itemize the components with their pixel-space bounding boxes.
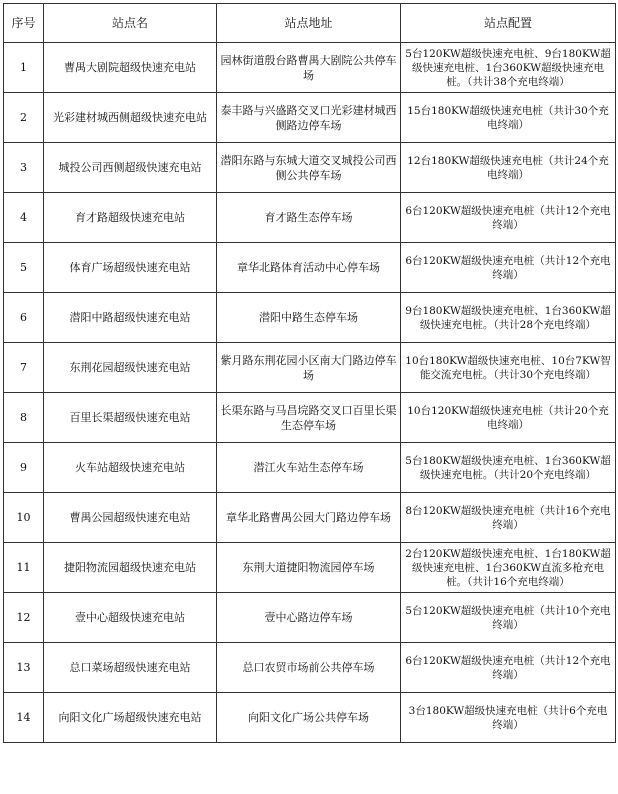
table-header-row xyxy=(4,4,616,43)
cell-station-config: 5台120KW超级快速充电桩（共计10个充电终端） xyxy=(401,593,616,643)
charging-station-table xyxy=(3,3,616,743)
cell-station-name: 曹禺大剧院超级快速充电站 xyxy=(44,43,217,93)
cell-station-config: 10台180KW超级快速充电桩、10台7KW智能交流充电桩。（共计30个充电终端） xyxy=(401,343,616,393)
cell-station-config: 3台180KW超级快速充电桩（共计6个充电终端） xyxy=(401,693,616,743)
cell-station-name: 向阳文化广场超级快速充电站 xyxy=(44,693,217,743)
table-row xyxy=(4,343,616,393)
cell-station-config: 2台120KW超级快速充电桩、1台180KW超级快速充电桩、1台360KW直流多枪充电桩。（共计16个充电终端） xyxy=(401,543,616,593)
cell-station-address: 章华北路曹禺公园大门路边停车场 xyxy=(217,493,401,543)
table-row xyxy=(4,193,616,243)
cell-serial-number: 12 xyxy=(4,593,44,643)
cell-station-address: 总口农贸市场前公共停车场 xyxy=(217,643,401,693)
table-row xyxy=(4,43,616,93)
cell-serial-number: 8 xyxy=(4,393,44,443)
cell-station-address: 育才路生态停车场 xyxy=(217,193,401,243)
cell-station-address: 向阳文化广场公共停车场 xyxy=(217,693,401,743)
cell-station-address: 泰丰路与兴盛路交叉口光彩建材城西侧路边停车场 xyxy=(217,93,401,143)
cell-serial-number: 5 xyxy=(4,243,44,293)
cell-serial-number: 10 xyxy=(4,493,44,543)
cell-station-name: 捷阳物流园超级快速充电站 xyxy=(44,543,217,593)
table-row xyxy=(4,93,616,143)
cell-station-name: 火车站超级快速充电站 xyxy=(44,443,217,493)
cell-station-name: 潜阳中路超级快速充电站 xyxy=(44,293,217,343)
cell-station-config: 5台180KW超级快速充电桩、1台360KW超级快速充电桩。（共计20个充电终端） xyxy=(401,443,616,493)
cell-serial-number: 7 xyxy=(4,343,44,393)
charging-station-table-sheet xyxy=(3,3,616,743)
table-row xyxy=(4,693,616,743)
cell-station-name: 壹中心超级快速充电站 xyxy=(44,593,217,643)
cell-station-config: 12台180KW超级快速充电桩（共计24个充电终端） xyxy=(401,143,616,193)
cell-station-address: 章华北路体育活动中心停车场 xyxy=(217,243,401,293)
cell-station-address: 长渠东路与马昌垸路交叉口百里长渠生态停车场 xyxy=(217,393,401,443)
cell-serial-number: 3 xyxy=(4,143,44,193)
cell-station-address: 潜阳中路生态停车场 xyxy=(217,293,401,343)
cell-station-name: 百里长渠超级快速充电站 xyxy=(44,393,217,443)
cell-station-config: 6台120KW超级快速充电桩（共计12个充电终端） xyxy=(401,243,616,293)
cell-station-address: 壹中心路边停车场 xyxy=(217,593,401,643)
cell-station-config: 6台120KW超级快速充电桩（共计12个充电终端） xyxy=(401,643,616,693)
table-row xyxy=(4,143,616,193)
table-row xyxy=(4,593,616,643)
cell-station-name: 总口菜场超级快速充电站 xyxy=(44,643,217,693)
cell-station-name: 育才路超级快速充电站 xyxy=(44,193,217,243)
table-row xyxy=(4,243,616,293)
cell-serial-number: 1 xyxy=(4,43,44,93)
header-station-name: 站点名 xyxy=(44,4,217,43)
cell-station-config: 15台180KW超级快速充电桩（共计30个充电终端） xyxy=(401,93,616,143)
header-station-config: 站点配置 xyxy=(401,4,616,43)
cell-serial-number: 13 xyxy=(4,643,44,693)
cell-serial-number: 11 xyxy=(4,543,44,593)
table-row xyxy=(4,443,616,493)
table-row xyxy=(4,393,616,443)
cell-station-config: 9台180KW超级快速充电桩、1台360KW超级快速充电桩。（共计28个充电终端） xyxy=(401,293,616,343)
table-row xyxy=(4,493,616,543)
header-serial-number: 序号 xyxy=(4,4,44,43)
cell-station-address: 潜阳东路与东城大道交叉城投公司西侧公共停车场 xyxy=(217,143,401,193)
cell-station-name: 城投公司西侧超级快速充电站 xyxy=(44,143,217,193)
table-row xyxy=(4,543,616,593)
header-station-address: 站点地址 xyxy=(217,4,401,43)
cell-station-name: 体育广场超级快速充电站 xyxy=(44,243,217,293)
cell-station-config: 8台120KW超级快速充电桩（共计16个充电终端） xyxy=(401,493,616,543)
cell-station-name: 曹禺公园超级快速充电站 xyxy=(44,493,217,543)
table-row xyxy=(4,293,616,343)
table-row xyxy=(4,643,616,693)
cell-station-address: 园林街道殷台路曹禺大剧院公共停车场 xyxy=(217,43,401,93)
cell-serial-number: 2 xyxy=(4,93,44,143)
cell-station-name: 光彩建材城西侧超级快速充电站 xyxy=(44,93,217,143)
cell-station-address: 潜江火车站生态停车场 xyxy=(217,443,401,493)
cell-station-config: 10台120KW超级快速充电桩（共计20个充电终端） xyxy=(401,393,616,443)
cell-station-name: 东荆花园超级快速充电站 xyxy=(44,343,217,393)
cell-serial-number: 4 xyxy=(4,193,44,243)
cell-station-address: 紫月路东荆花园小区南大门路边停车场 xyxy=(217,343,401,393)
cell-serial-number: 6 xyxy=(4,293,44,343)
cell-station-address: 东荆大道捷阳物流园停车场 xyxy=(217,543,401,593)
cell-serial-number: 14 xyxy=(4,693,44,743)
cell-station-config: 6台120KW超级快速充电桩（共计12个充电终端） xyxy=(401,193,616,243)
cell-station-config: 5台120KW超级快速充电桩、9台180KW超级快速充电桩、1台360KW超级快速充电桩。（共计38个充电终端） xyxy=(401,43,616,93)
cell-serial-number: 9 xyxy=(4,443,44,493)
